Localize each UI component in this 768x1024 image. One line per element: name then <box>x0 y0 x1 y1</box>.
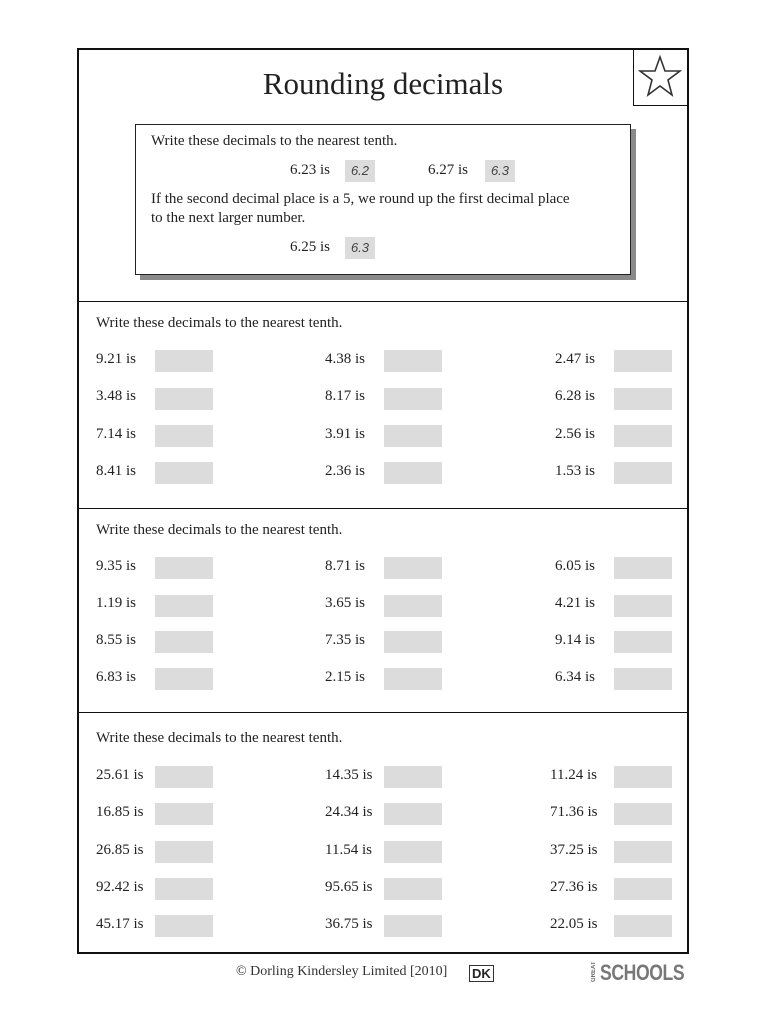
answer-box[interactable] <box>155 388 213 410</box>
question: 4.21 is <box>555 595 596 611</box>
answer-box[interactable] <box>614 878 672 900</box>
question: 8.71 is <box>325 558 366 574</box>
exercise-section <box>79 712 687 951</box>
answer-box[interactable] <box>155 631 213 653</box>
answer-box[interactable] <box>155 668 213 690</box>
question: 9.35 is <box>96 558 137 574</box>
answer-box[interactable] <box>155 878 213 900</box>
question: 71.36 is <box>550 804 598 820</box>
question: 9.21 is <box>96 351 137 367</box>
section-instruction: Write these decimals to the nearest tenth. <box>96 315 343 331</box>
page-title: Rounding decimals <box>262 66 504 101</box>
answer-box[interactable] <box>155 766 213 788</box>
answer-box[interactable] <box>614 766 672 788</box>
answer-box[interactable] <box>614 631 672 653</box>
question: 27.36 is <box>550 879 598 895</box>
answer-box[interactable] <box>384 915 442 937</box>
question: 2.15 is <box>325 669 366 685</box>
question: 6.34 is <box>555 669 596 685</box>
worksheet <box>77 48 689 954</box>
question: 24.34 is <box>325 804 373 820</box>
question: 11.24 is <box>550 767 597 783</box>
section-instruction: Write these decimals to the nearest tenth. <box>96 730 343 746</box>
answer-box[interactable] <box>384 350 442 372</box>
example-rule: to the next larger number. <box>151 210 306 226</box>
answer-box[interactable] <box>614 595 672 617</box>
question: 7.14 is <box>96 426 137 442</box>
example-answer: 6.3 <box>485 160 515 182</box>
answer-box[interactable] <box>614 668 672 690</box>
exercise-section <box>79 301 687 508</box>
logo-main-text: SCHOOLS <box>600 960 685 985</box>
example-question: 6.27 is <box>428 162 469 178</box>
question: 2.36 is <box>325 463 366 479</box>
star-badge <box>633 50 687 106</box>
answer-box[interactable] <box>614 841 672 863</box>
question: 6.28 is <box>555 388 596 404</box>
exercise-section <box>79 508 687 712</box>
answer-box[interactable] <box>155 425 213 447</box>
example-box <box>135 124 631 275</box>
question: 45.17 is <box>96 916 144 932</box>
answer-box[interactable] <box>614 462 672 484</box>
answer-box[interactable] <box>384 841 442 863</box>
answer-box[interactable] <box>155 595 213 617</box>
example-answer: 6.3 <box>345 237 375 259</box>
answer-box[interactable] <box>155 841 213 863</box>
question: 8.17 is <box>325 388 366 404</box>
copyright-notice: © Dorling Kindersley Limited [2010] <box>236 964 448 979</box>
example-question: 6.23 is <box>290 162 331 178</box>
question: 8.55 is <box>96 632 137 648</box>
question: 2.56 is <box>555 426 596 442</box>
answer-box[interactable] <box>384 557 442 579</box>
answer-box[interactable] <box>614 350 672 372</box>
answer-box[interactable] <box>384 462 442 484</box>
question: 3.91 is <box>325 426 366 442</box>
answer-box[interactable] <box>384 668 442 690</box>
answer-box[interactable] <box>384 388 442 410</box>
answer-box[interactable] <box>614 388 672 410</box>
question: 6.83 is <box>96 669 137 685</box>
example-answer: 6.2 <box>345 160 375 182</box>
question: 22.05 is <box>550 916 598 932</box>
footer <box>0 960 768 986</box>
question: 1.53 is <box>555 463 596 479</box>
question: 9.14 is <box>555 632 596 648</box>
example-instruction: Write these decimals to the nearest tenth. <box>151 133 398 149</box>
question: 6.05 is <box>555 558 596 574</box>
answer-box[interactable] <box>155 557 213 579</box>
question: 8.41 is <box>96 463 137 479</box>
answer-box[interactable] <box>384 766 442 788</box>
logo-small-text: GREAT <box>591 961 597 982</box>
question: 7.35 is <box>325 632 366 648</box>
question: 36.75 is <box>325 916 373 932</box>
example-question: 6.25 is <box>290 239 331 255</box>
dk-logo: DK <box>469 965 494 982</box>
answer-box[interactable] <box>614 803 672 825</box>
answer-box[interactable] <box>155 803 213 825</box>
answer-box[interactable] <box>384 631 442 653</box>
question: 1.19 is <box>96 595 137 611</box>
star-icon <box>638 54 682 100</box>
question: 37.25 is <box>550 842 598 858</box>
answer-box[interactable] <box>155 915 213 937</box>
question: 92.42 is <box>96 879 144 895</box>
answer-box[interactable] <box>614 915 672 937</box>
question: 3.65 is <box>325 595 366 611</box>
answer-box[interactable] <box>614 425 672 447</box>
question: 95.65 is <box>325 879 373 895</box>
answer-box[interactable] <box>384 803 442 825</box>
question: 14.35 is <box>325 767 373 783</box>
answer-box[interactable] <box>614 557 672 579</box>
question: 11.54 is <box>325 842 372 858</box>
question: 26.85 is <box>96 842 144 858</box>
section-instruction: Write these decimals to the nearest tenth. <box>96 522 343 538</box>
question: 25.61 is <box>96 767 144 783</box>
question: 4.38 is <box>325 351 366 367</box>
question: 3.48 is <box>96 388 137 404</box>
answer-box[interactable] <box>384 425 442 447</box>
example-rule: If the second decimal place is a 5, we round up the first decimal place <box>151 191 570 207</box>
answer-box[interactable] <box>155 350 213 372</box>
answer-box[interactable] <box>384 595 442 617</box>
question: 16.85 is <box>96 804 144 820</box>
answer-box[interactable] <box>155 462 213 484</box>
answer-box[interactable] <box>384 878 442 900</box>
question: 2.47 is <box>555 351 596 367</box>
